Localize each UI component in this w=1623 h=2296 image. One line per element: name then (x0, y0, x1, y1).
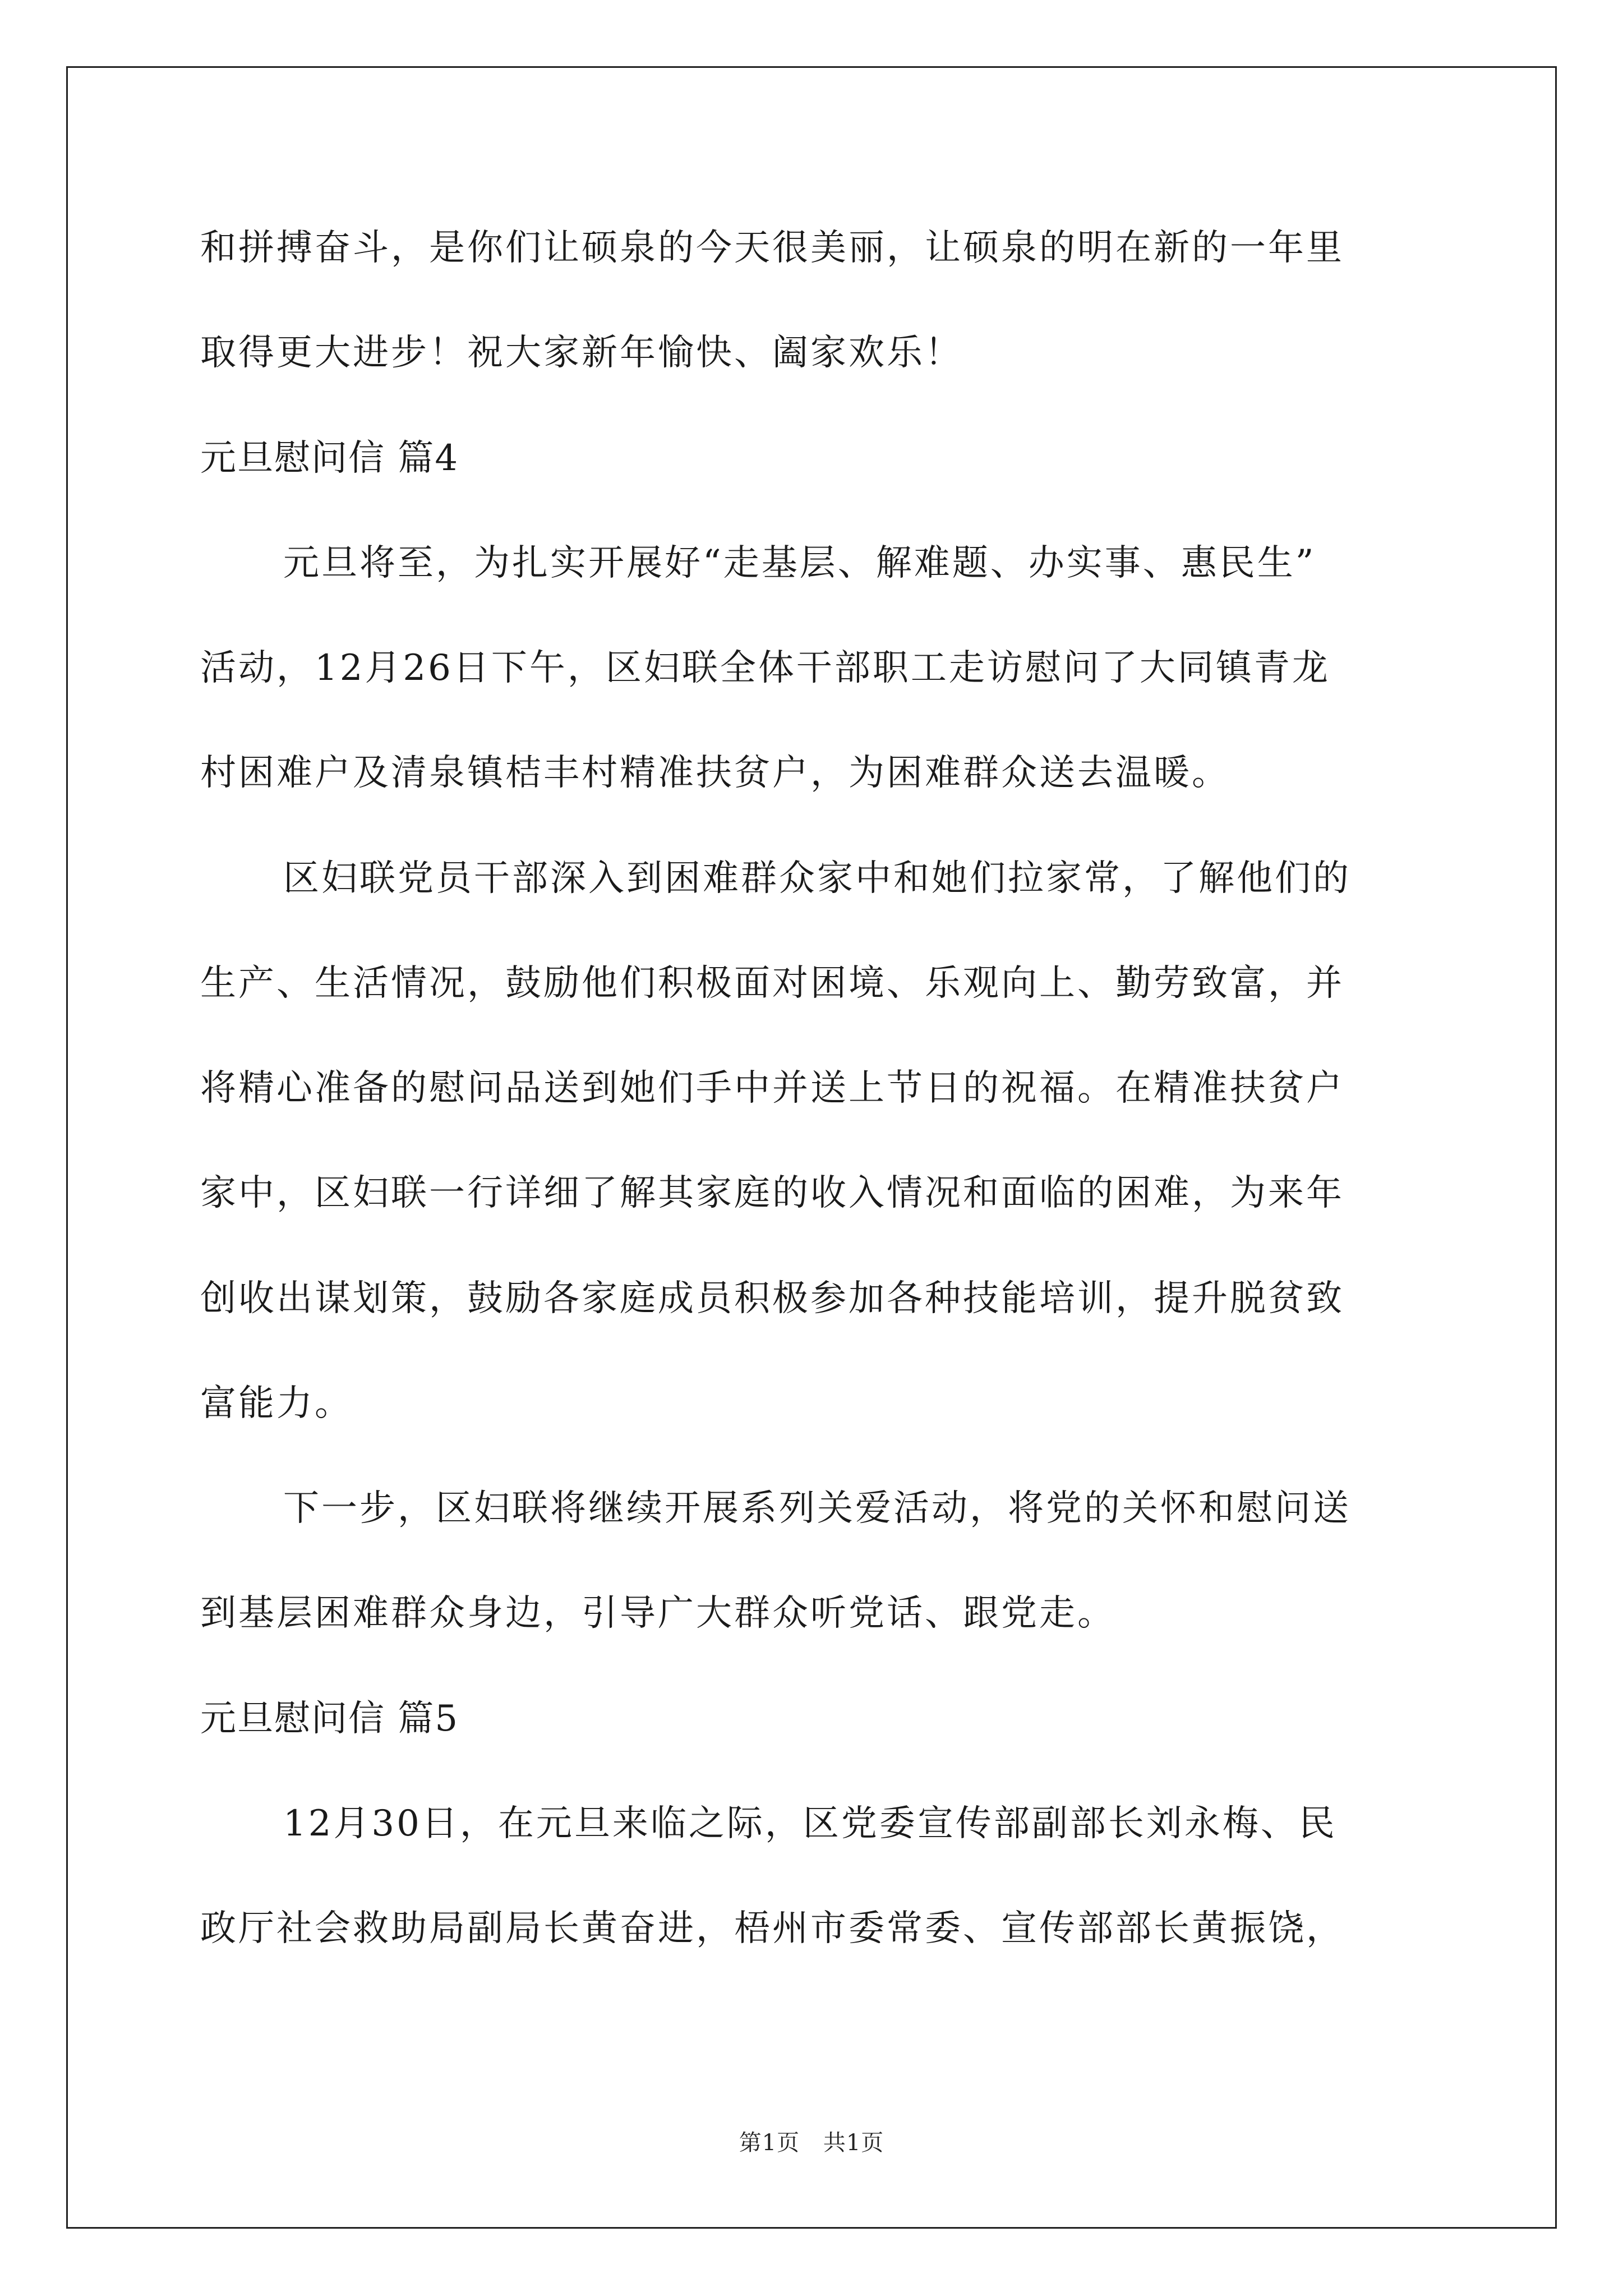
paragraph-line: 元旦将至，为扎实开展好“走基层、解难题、办实事、惠民生” (283, 542, 1316, 584)
page-total: 共1页 (823, 2130, 884, 2156)
page-footer (0, 2125, 1623, 2157)
paragraph-line: 将精心准备的慰问品送到她们手中并送上节日的祝福。在精准扶贫户 (200, 1068, 1344, 1109)
paragraph-line: 下一步，区妇联将继续开展系列关爱活动，将党的关怀和慰问送 (283, 1488, 1351, 1529)
paragraph-line: 村困难户及清泉镇桔丰村精准扶贫户，为困难群众送去温暖。 (200, 752, 1230, 794)
paragraph-line: 和拼搏奋斗，是你们让硕泉的今天很美丽，让硕泉的明在新的一年里 (200, 227, 1344, 269)
paragraph-line: 到基层困难群众身边，引导广大群众听党话、跟党走。 (200, 1593, 1115, 1634)
page-number: 第1页 (739, 2130, 800, 2156)
section-heading: 元旦慰问信 篇4 (200, 438, 459, 479)
paragraph-line: 区妇联党员干部深入到困难群众家中和她们拉家常，了解他们的 (283, 858, 1351, 899)
paragraph-line: 政厅社会救助局副局长黄奋进，梧州市委常委、宣传部部长黄振饶， (200, 1908, 1344, 1949)
paragraph-line: 活动，12月26日下午，区妇联全体干部职工走访慰问了大同镇青龙 (200, 647, 1330, 689)
paragraph-line: 创收出谋划策，鼓励各家庭成员积极参加各种技能培训，提升脱贫致 (200, 1278, 1344, 1319)
paragraph-line: 12月30日，在元旦来临之际，区党委宣传部副部长刘永梅、民 (283, 1803, 1337, 1844)
paragraph-line: 取得更大进步！祝大家新年愉快、阖家欢乐！ (200, 332, 963, 374)
paragraph-line: 生产、生活情况，鼓励他们积极面对困境、乐观向上、勤劳致富，并 (200, 963, 1344, 1004)
section-heading: 元旦慰问信 篇5 (200, 1698, 459, 1740)
paragraph-line: 家中，区妇联一行详细了解其家庭的收入情况和面临的困难，为来年 (200, 1172, 1344, 1214)
page-border (66, 66, 1557, 2229)
paragraph-line: 富能力。 (200, 1383, 353, 1424)
